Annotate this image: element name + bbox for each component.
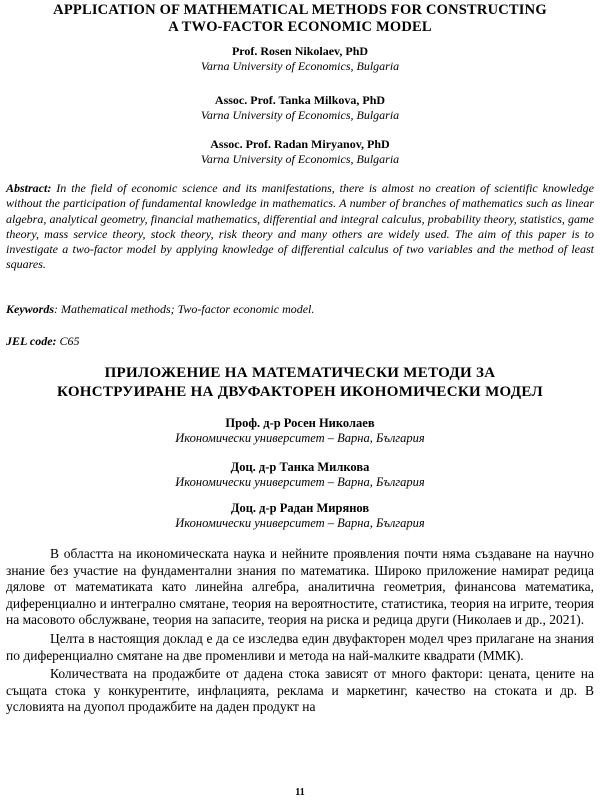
author-name: Prof. Rosen Nikolaev, PhD	[231, 44, 369, 58]
keywords	[6, 302, 594, 317]
body-text	[6, 546, 594, 716]
abstract-text: In the field of economic science and its manifestations, there is almost no creation of scientific knowledge without the participation of fundamental knowledge in mathematics. A number of branches of mathematics such as linear algebra, analytical geometry, financial mathematics, differential and integral calculus, probability theory, statistics, game theory, mass service theory, stock theory, risk theory and many others are widely used. The aim of this paper is to investigate a two-factor model by applying knowledge of differential calculus of two variables and the method of least squares.	[6, 181, 594, 272]
bulgarian-title	[0, 364, 600, 402]
page-number: 11	[295, 787, 305, 798]
bg-author-3	[0, 501, 600, 531]
author-3	[0, 137, 600, 167]
bg-author-affiliation: Икономически университет – Варна, България	[175, 475, 425, 489]
bg-author-name: Проф. д-р Росен Николаев	[225, 416, 375, 430]
keywords-text: : Mathematical methods; Two-factor economic model.	[54, 302, 315, 316]
bg-author-2	[0, 460, 600, 490]
author-name: Assoc. Prof. Radan Miryanov, PhD	[210, 137, 390, 151]
jel-code	[6, 334, 594, 349]
abstract	[6, 181, 594, 273]
bg-author-affiliation: Икономически университет – Варна, България	[175, 516, 425, 530]
bg-author-affiliation: Икономически университет – Варна, България	[175, 431, 425, 445]
english-title-line-1: APPLICATION OF MATHEMATICAL METHODS FOR CONSTRUCTING	[53, 2, 547, 18]
body-paragraph: В областта на икономическата наука и нейните проявления почти няма създаване на научно знание без участие на фундаментални знания по математика. Широко приложение намират редица дялове от математиката като линейна алгебра, аналитична геометрия, финансова математика, диференциално и интегрално смятане, теория на вероятностите, статистика, теория на игрите, теория на масовото обслужване, теория на запасите, теория на риска и редица други (Николаев и др., 2021).	[6, 546, 594, 628]
author-affiliation: Varna University of Economics, Bulgaria	[200, 59, 400, 73]
body-paragraph: Количествата на продажбите от дадена стока зависят от много фактори: цената, цените на същата стока у конкурентите, инфлацията, реклама и маркетинг, качество на стоката и др. В условията на дуопол продажбите на даден продукт на	[6, 666, 594, 715]
keywords-label: Keywords	[6, 302, 54, 316]
jel-text: C65	[56, 334, 80, 348]
author-2	[0, 93, 600, 123]
author-name: Assoc. Prof. Tanka Milkova, PhD	[214, 93, 386, 107]
bg-author-name: Доц. д-р Радан Миряно​в	[230, 501, 370, 515]
abstract-label: Abstract:	[6, 181, 52, 195]
english-title-line-2: A TWO-FACTOR ECONOMIC MODEL	[168, 19, 432, 35]
author-1	[0, 44, 600, 74]
author-affiliation: Varna University of Economics, Bulgaria	[200, 152, 400, 166]
bulgarian-title-line-2: КОНСТРУИРАНЕ НА ДВУФАКТОРЕН ИКОНОМИЧЕСКИ МОДЕЛ	[57, 384, 543, 400]
bg-author-1	[0, 416, 600, 446]
english-title	[0, 2, 600, 36]
author-affiliation: Varna University of Economics, Bulgaria	[200, 108, 400, 122]
bg-author-name: Доц. д-р Танка Милкова	[230, 460, 370, 474]
body-paragraph: Целта в настоящия доклад е да се изследва един двуфакторен модел чрез прилагане на знания по диференциално смятане на две променливи и метода на най-малките квадрати (ММК).	[6, 630, 594, 663]
bulgarian-title-line-1: ПРИЛОЖЕНИЕ НА МАТЕМАТИЧЕСКИ МЕТОДИ ЗА	[104, 365, 496, 381]
jel-label: JEL code:	[6, 334, 57, 348]
